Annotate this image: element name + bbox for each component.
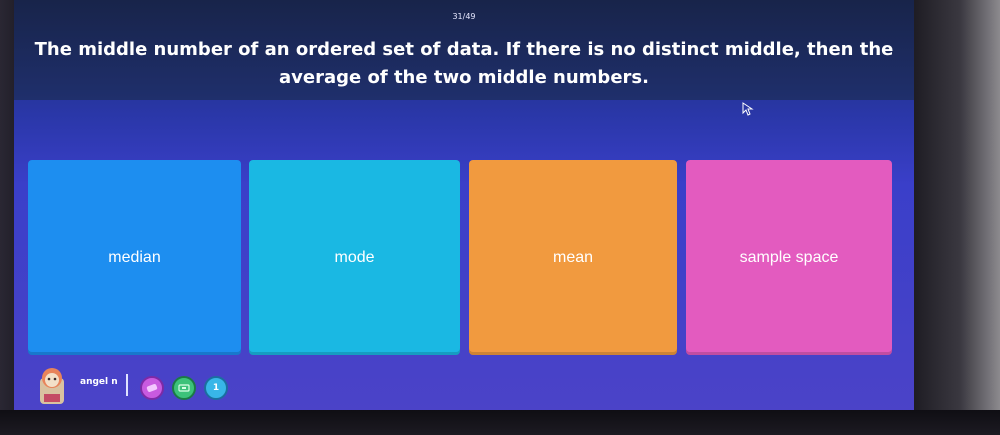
question-text: The middle number of an ordered set of data. If there is no distinct middle, then the average of the two middle numbers. bbox=[34, 39, 894, 88]
question-progress: 31/49 bbox=[452, 12, 476, 21]
answer-option-1[interactable] bbox=[28, 160, 241, 355]
answer-label: mode bbox=[334, 248, 375, 266]
quiz-screen bbox=[14, 0, 914, 410]
question-panel bbox=[14, 0, 914, 100]
answer-label: sample space bbox=[739, 248, 839, 266]
answer-option-4[interactable] bbox=[686, 160, 892, 355]
power-up-icon[interactable] bbox=[172, 376, 196, 400]
answer-label: median bbox=[108, 248, 161, 266]
player-name: angel n bbox=[80, 377, 118, 387]
avatar-icon bbox=[30, 364, 74, 408]
answer-option-3[interactable] bbox=[469, 160, 677, 355]
streak-icon[interactable] bbox=[204, 376, 228, 400]
divider bbox=[126, 374, 128, 396]
eraser-icon[interactable] bbox=[140, 376, 164, 400]
monitor-bezel bbox=[0, 410, 1000, 435]
answer-label: mean bbox=[552, 248, 594, 266]
answer-option-2[interactable] bbox=[249, 160, 460, 355]
player-bar bbox=[14, 362, 914, 410]
streak-count: 1 bbox=[212, 383, 220, 393]
mouse-cursor-icon bbox=[742, 102, 754, 116]
